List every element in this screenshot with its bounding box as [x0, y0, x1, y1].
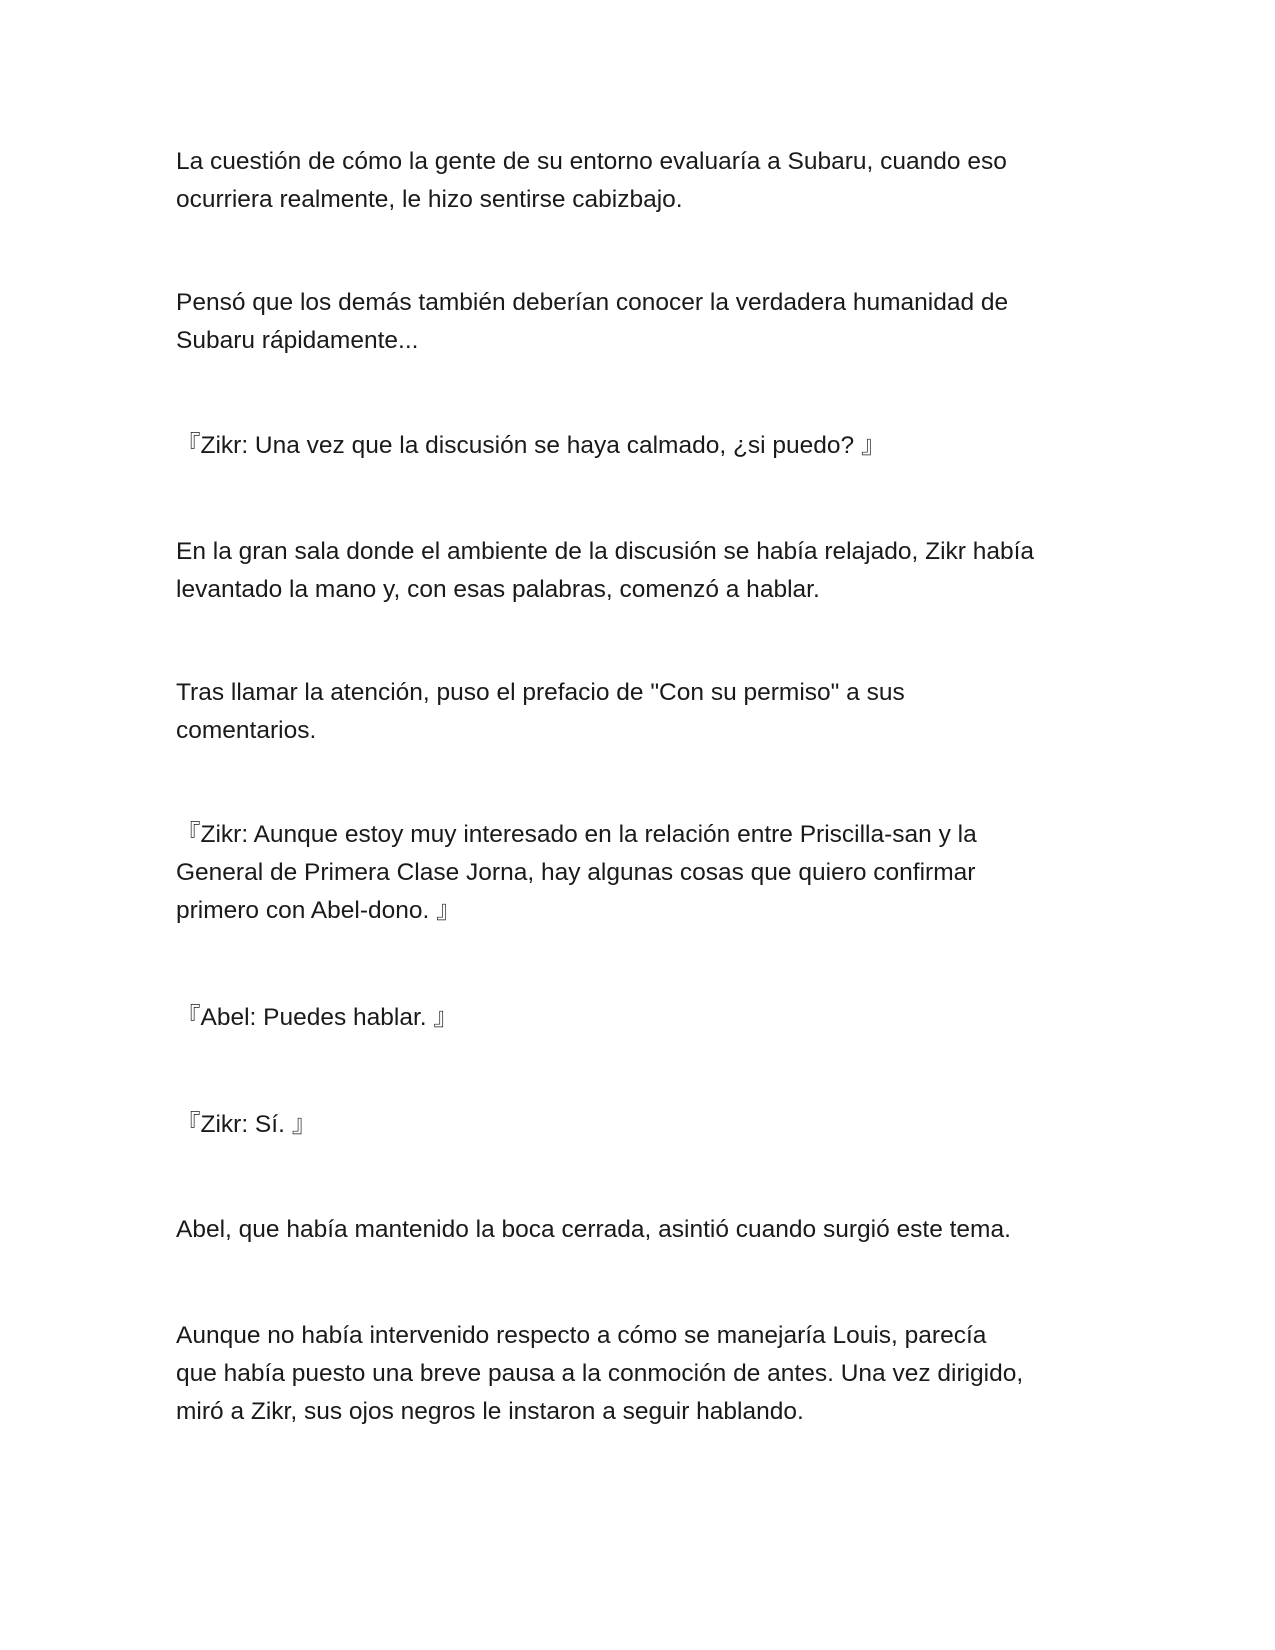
- dialogue-line: 『Abel: Puedes hablar. 』: [176, 1004, 458, 1031]
- dialogue-4: [176, 1106, 1106, 1144]
- dialogue-line: 『Zikr: Aunque estoy muy interesado en la relación entre Priscilla-san y la: [176, 821, 977, 848]
- paragraph-1: [176, 143, 1106, 219]
- dialogue-line: primero con Abel-dono. 』: [176, 897, 461, 924]
- paragraph-3: [176, 533, 1106, 609]
- paragraph-6: [176, 1317, 1106, 1431]
- dialogue-3: [176, 999, 1106, 1037]
- dialogue-line: 『Zikr: Una vez que la discusión se haya calmado, ¿si puedo? 』: [176, 432, 886, 459]
- paragraph-4: [176, 674, 1106, 750]
- paragraph-line: levantado la mano y, con esas palabras, comenzó a hablar.: [176, 576, 820, 603]
- paragraph-line: comentarios.: [176, 717, 317, 744]
- paragraph-line: Abel, que había mantenido la boca cerrada, asintió cuando surgió este tema.: [176, 1216, 1011, 1243]
- paragraph-line: Tras llamar la atención, puso el prefacio de "Con su permiso" a sus: [176, 679, 905, 706]
- paragraph-line: Aunque no había intervenido respecto a cómo se manejaría Louis, parecía: [176, 1322, 987, 1349]
- dialogue-1: [176, 427, 1106, 465]
- paragraph-5: [176, 1211, 1106, 1249]
- paragraph-line: que había puesto una breve pausa a la conmoción de antes. Una vez dirigido,: [176, 1360, 1024, 1387]
- paragraph-line: En la gran sala donde el ambiente de la discusión se había relajado, Zikr había: [176, 538, 1035, 565]
- dialogue-line: General de Primera Clase Jorna, hay algunas cosas que quiero confirmar: [176, 859, 976, 886]
- dialogue-line: 『Zikr: Sí. 』: [176, 1111, 317, 1138]
- paragraph-line: Pensó que los demás también deberían conocer la verdadera humanidad de: [176, 289, 1009, 316]
- paragraph-line: La cuestión de cómo la gente de su entorno evaluaría a Subaru, cuando eso: [176, 148, 1007, 175]
- paragraph-line: miró a Zikr, sus ojos negros le instaron a seguir hablando.: [176, 1398, 804, 1425]
- dialogue-2: [176, 816, 1106, 930]
- paragraph-2: [176, 284, 1106, 360]
- paragraph-line: Subaru rápidamente...: [176, 327, 419, 354]
- paragraph-line: ocurriera realmente, le hizo sentirse cabizbajo.: [176, 186, 683, 213]
